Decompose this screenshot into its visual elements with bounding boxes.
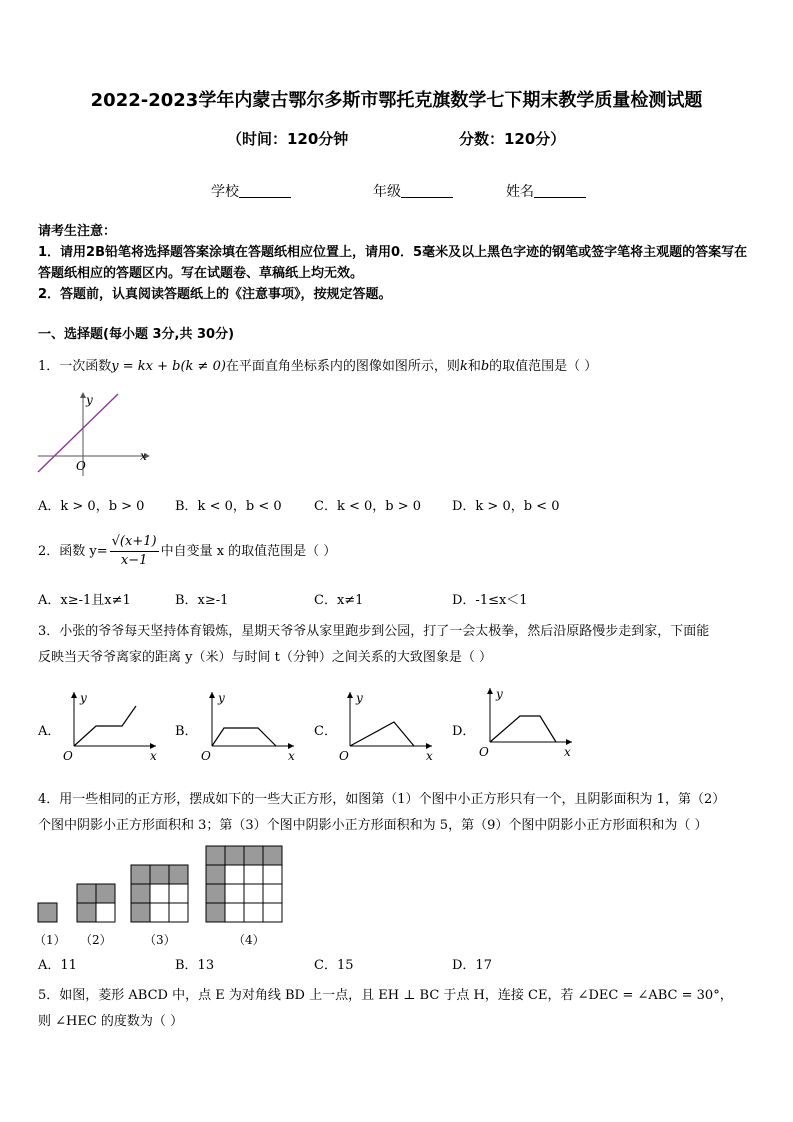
q5-line-2: 则 ∠HEC 的度数为（ ） (38, 1014, 184, 1029)
q4-cell (263, 884, 282, 903)
question-3 (38, 619, 760, 671)
question-5 (38, 983, 760, 1035)
q3d-x-label: x (564, 745, 571, 759)
q5-line-1: 5．如图，菱形 ABCD 中，点 E 为对角线 BD 上一点，且 EH ⊥ BC 于点 H，连接 CE，若 ∠DEC = ∠ABC = 30°， (38, 988, 733, 1003)
q2-prefix: 2．函数 y= (38, 544, 108, 559)
school-field (211, 181, 291, 201)
notice-block (38, 221, 760, 305)
q4-cell (150, 903, 169, 922)
grade-field (373, 181, 453, 201)
q4-option-c[interactable]: C．15 (314, 958, 354, 973)
q4-cell (225, 884, 244, 903)
q3-graph-d[interactable] (476, 684, 576, 764)
q4-cell (131, 865, 150, 884)
q3-line-1: 3．小张的爷爷每天坚持体育锻炼，星期天爷爷从家里跑步到公园，打了一会太极拳，然后沿原路慢步走到家，下面能 (38, 624, 710, 639)
name-field (506, 181, 586, 201)
q4-cell (225, 846, 244, 865)
q3d-curve (490, 716, 556, 742)
q1-tail: 的取值范围是（ ） (489, 359, 598, 374)
q4-cell (150, 884, 169, 903)
school-blank (239, 183, 291, 198)
q4-cell (263, 865, 282, 884)
q4-cell (225, 865, 244, 884)
q4-line-1: 4．用一些相同的正方形，摆成如下的一些大正方形，如图第（1）个图中小正方形只有一个，且阴影面积为 1，第（2） (38, 792, 726, 807)
q2-option-b[interactable]: B．x≥-1 (175, 593, 229, 608)
q4-cell (169, 903, 188, 922)
q4-cell (169, 884, 188, 903)
q2-denominator: x−1 (120, 553, 148, 568)
q4-option-a[interactable]: A．11 (38, 958, 77, 973)
q4-caption-3: （3） (144, 933, 176, 947)
q1-option-a[interactable]: A．k > 0，b > 0 (38, 499, 145, 514)
q3b-origin-label: O (201, 749, 211, 763)
q4-cell (244, 846, 263, 865)
q3-graph-a[interactable] (60, 688, 160, 768)
q3b-y-arrow (209, 692, 215, 698)
q3c-curve (350, 722, 414, 746)
q3-option-d-label[interactable]: D． (452, 724, 476, 739)
q2-numerator: √(x+1) (110, 533, 159, 552)
q4-figure-1 (38, 903, 57, 922)
q4-figure-2 (77, 884, 115, 922)
q4-cell (169, 865, 188, 884)
q4-option-b[interactable]: B．13 (175, 958, 215, 973)
q3b-x-label: x (288, 749, 295, 763)
q4-cell (77, 884, 96, 903)
school-label: 学校 (211, 184, 239, 200)
q4-cell (206, 846, 225, 865)
q4-squares-figure (36, 843, 286, 925)
q2-fraction (110, 533, 159, 570)
q3-line-2: 反映当天爷爷离家的距离 y（米）与时间 t（分钟）之间关系的大致图象是（ ） (38, 650, 492, 665)
q3a-curve (74, 706, 136, 746)
score-label: 分数：120分） (459, 130, 566, 148)
q1-y-label: y (86, 393, 93, 407)
q3-option-a-label[interactable]: A． (38, 724, 61, 739)
question-1 (38, 354, 760, 380)
q4-option-d[interactable]: D．17 (452, 958, 492, 973)
q4-caption-2: （2） (80, 933, 112, 947)
question-4 (38, 787, 760, 839)
q4-cell (131, 903, 150, 922)
q1-k: k (459, 359, 468, 374)
q4-line-2: 个图中阴影小正方形面积和 3；第（3）个图中阴影小正方形面积和为 5，第（9）个图中阴影小正方形面积和为（ ） (38, 818, 708, 833)
q1-suffix: 在平面直角坐标系内的图像如图所示，则 (225, 359, 460, 374)
time-label: （时间：120分钟 (227, 130, 349, 148)
q3a-y-arrow (71, 692, 77, 698)
q4-cell (244, 884, 263, 903)
q3-graph-c[interactable] (336, 688, 436, 768)
q3-option-c-label[interactable]: C． (314, 724, 337, 739)
q3a-origin-label: O (63, 749, 73, 763)
q2-option-d[interactable]: D．-1≤x＜1 (452, 593, 528, 608)
q1-origin-label: O (76, 459, 86, 473)
q4-figure-3 (131, 865, 188, 922)
q4-cell (38, 903, 57, 922)
name-blank (534, 183, 586, 198)
q3c-y-label: y (356, 691, 363, 705)
q1-graph (34, 390, 154, 480)
q1-prefix: 1．一次函数 (38, 359, 112, 374)
q4-cell (206, 903, 225, 922)
q3b-curve (212, 728, 276, 746)
q3c-y-arrow (347, 692, 353, 698)
q4-cell (96, 903, 115, 922)
q4-cell (96, 884, 115, 903)
q3d-y-label: y (496, 687, 503, 701)
notice-item-2: 2．答题前，认真阅读答题纸上的《注意事项》，按规定答题。 (38, 287, 392, 302)
q4-cell (206, 865, 225, 884)
q3c-origin-label: O (339, 749, 349, 763)
q4-cell (206, 884, 225, 903)
q1-option-b[interactable]: B．k < 0，b < 0 (175, 499, 282, 514)
q3b-y-label: y (218, 691, 225, 705)
q3d-origin-label: O (479, 745, 489, 759)
q3-option-b-label[interactable]: B． (175, 724, 198, 739)
q1-b: b (480, 359, 490, 374)
q2-option-a[interactable]: A．x≥-1且x≠1 (38, 593, 131, 608)
q3c-x-label: x (426, 749, 433, 763)
q4-cell (225, 903, 244, 922)
q4-cell (150, 865, 169, 884)
q4-caption-4: （4） (233, 933, 265, 947)
q3-graph-b[interactable] (198, 688, 298, 768)
q1-option-c[interactable]: C．k < 0，b > 0 (314, 499, 422, 514)
q3a-x-label: x (150, 749, 157, 763)
q1-option-d[interactable]: D．k > 0，b < 0 (452, 499, 560, 514)
q1-and: 和 (467, 359, 481, 374)
section-heading: 一、选择题(每小题 3分,共 30分) (38, 327, 235, 342)
q4-figure-4 (206, 846, 282, 922)
grade-blank (401, 183, 453, 198)
q1-x-label: x (140, 449, 147, 463)
q1-formula: y = kx + b(k ≠ 0) (111, 359, 226, 374)
q4-cell (263, 846, 282, 865)
q2-suffix: 中自变量 x 的取值范围是（ ） (160, 544, 337, 559)
question-2 (38, 533, 760, 570)
q4-cell (244, 903, 263, 922)
q4-caption-1: （1） (34, 933, 66, 947)
notice-item-1: 1．请用2B铅笔将选择题答案涂填在答题纸相应位置上，请用0．5毫米及以上黑色字迹的钢笔或签字笔将主观题的答案写在答题纸相应的答题区内。写在试题卷、草稿纸上均无效。 (38, 245, 748, 281)
q3a-y-label: y (80, 691, 87, 705)
q4-cell (131, 884, 150, 903)
notice-heading: 请考生注意： (38, 224, 117, 239)
q4-cell (244, 865, 263, 884)
q4-cell (77, 903, 96, 922)
grade-label: 年级 (373, 184, 401, 200)
exam-title: 2022-2023学年内蒙古鄂尔多斯市鄂托克旗数学七下期末教学质量检测试题 (90, 90, 703, 111)
q4-cell (263, 903, 282, 922)
q3d-y-arrow (487, 688, 493, 694)
name-label: 姓名 (506, 184, 534, 200)
q2-option-c[interactable]: C．x≠1 (314, 593, 364, 608)
